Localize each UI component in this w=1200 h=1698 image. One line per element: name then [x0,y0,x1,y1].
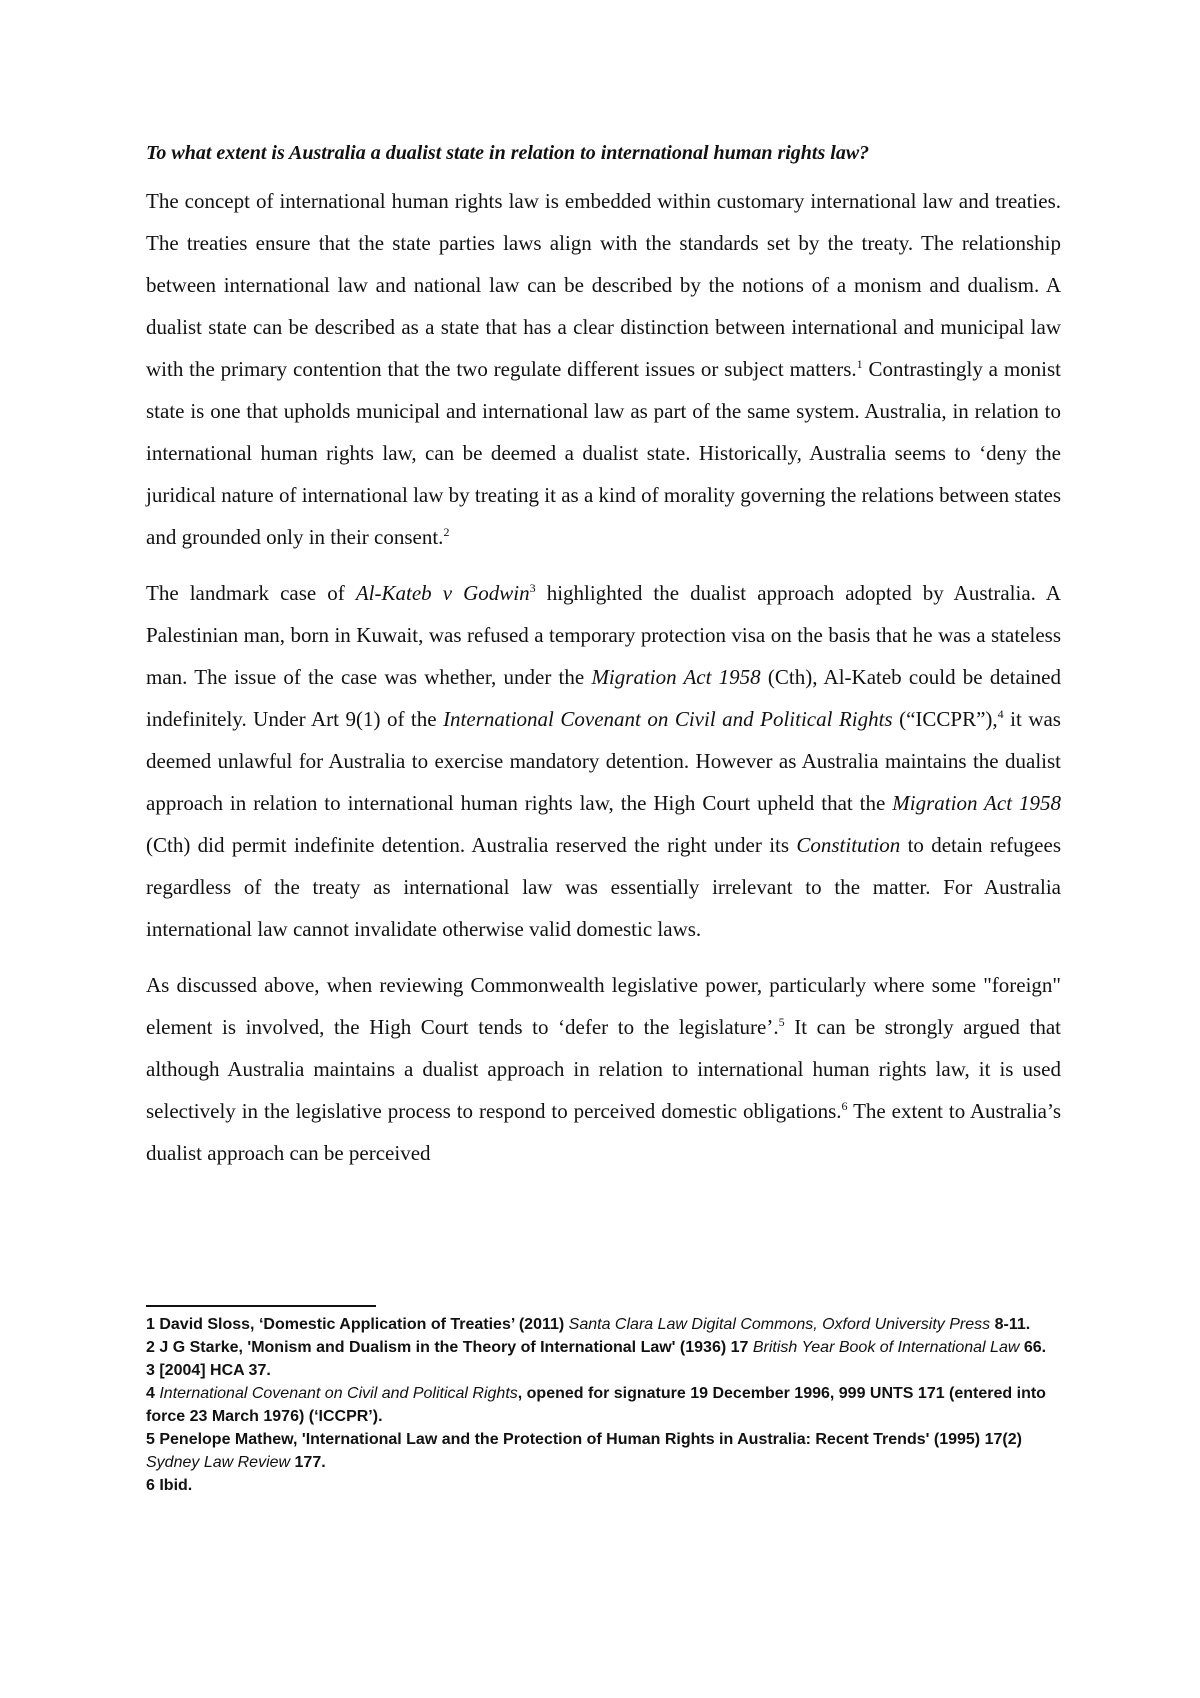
essay-title: To what extent is Australia a dualist state in relation to international human rights law? [146,142,870,164]
footnote [146,1382,1061,1428]
footnote-reference: 4 [997,707,1004,721]
italic-text: International Covenant on Civil and Political Rights [443,707,893,731]
footnote-separator [146,1305,376,1307]
text-run: it was deemed unlawful for Australia to exercise mandatory detention. However as Australia maintains the dualist approach in relation to international human rights law, the High Court upheld that the [146,707,1061,815]
footnote-reference: 3 [529,581,536,595]
footnote [146,1474,1061,1497]
text-run: (Cth) did permit indefinite detention. Australia reserved the right under its [146,833,797,857]
italic-text: Constitution [796,833,901,857]
text-run: 177. [290,1454,326,1471]
text-run: 6 Ibid. [146,1477,193,1494]
footnote-reference: 5 [778,1015,785,1029]
footnotes [146,1313,1061,1497]
italic-text: Migration Act 1958 [591,665,761,689]
footnote [146,1313,1061,1336]
italic-text: Santa Clara Law Digital Commons, Oxford University Press [568,1316,991,1333]
italic-text: Migration Act 1958 [892,791,1061,815]
text-run: 66. [1019,1339,1047,1356]
paragraph [146,180,1061,558]
text-run: to detain refugees regardless of the treaty as international law was essentially irrelevant to the matter. For Australia international law cannot invalidate otherwise valid domestic laws. [146,833,1061,941]
text-run: 2 J G Starke, 'Monism and Dualism in the Theory of International Law' (1936) 17 [146,1339,753,1356]
footnote [146,1359,1061,1382]
paragraph [146,572,1061,950]
text-run: highlighted the dualist approach adopted by Australia. A Palestinian man, born in Kuwait, was refused a temporary protection visa on the basis that he was a stateless man. The issue of the case was whether, under the [146,581,1061,689]
text-run: 1 David Sloss, ‘Domestic Application of Treaties’ (2011) [146,1316,569,1333]
text-run: 3 [2004] HCA 37. [146,1362,271,1379]
footnote-reference: 2 [443,525,450,539]
text-run: Contrastingly a monist state is one that upholds municipal and international law as part of the same system. Australia, in relation to international human rights law, can be deemed a dualist state. Historically, Australia seems to ‘deny the juridical nature of international law by treating it as a kind of morality governing the relations between states and grounded only in their consent. [146,357,1062,549]
paragraph [146,964,1061,1174]
text-run: The concept of international human rights law is embedded within customary international law and treaties. The treaties ensure that the state parties laws align with the standards set by the treaty. The relationship between international law and national law can be described by the notions of a monism and dualism. A dualist state can be described as a state that has a clear distinction between international and municipal law with the primary contention that the two regulate different issues or subject matters. [146,189,1061,381]
text-run: The extent to Australia’s dualist approach can be perceived [146,1099,1061,1165]
footnote [146,1336,1061,1359]
text-run: As discussed above, when reviewing Commonwealth legislative power, particularly where some "foreign" element is involved, the High Court tends to ‘defer to the legislature’. [146,973,1061,1039]
text-run: (Cth), Al-Kateb could be detained indefinitely. Under Art 9(1) of the [146,665,1061,731]
text-run: , opened for signature 19 December 1996, 999 UNTS 171 (entered into force 23 March 1976) (‘ICCPR’). [146,1385,1046,1425]
text-run: 4 [146,1385,160,1402]
text-run: (“ICCPR”), [892,707,998,731]
text-run: 5 Penelope Mathew, 'International Law and the Protection of Human Rights in Australia: Recent Trends' (1995) 17(2) [146,1431,1022,1448]
footnote-reference: 1 [856,357,863,371]
text-run: 8-11. [990,1316,1031,1333]
footnote-reference: 6 [841,1099,848,1113]
italic-text: Sydney Law Review [146,1454,291,1471]
footnote [146,1428,1061,1474]
text-run: It can be strongly argued that although Australia maintains a dualist approach in relation to international human rights law, it is used selectively in the legislative process to respond to perceived domestic obligations. [146,1015,1062,1123]
italic-text: International Covenant on Civil and Political Rights [159,1385,518,1402]
text-run: The landmark case of [146,581,356,605]
document-body [146,140,1061,1188]
italic-text: Al-Kateb v Godwin [355,581,530,605]
italic-text: British Year Book of International Law [752,1339,1020,1356]
